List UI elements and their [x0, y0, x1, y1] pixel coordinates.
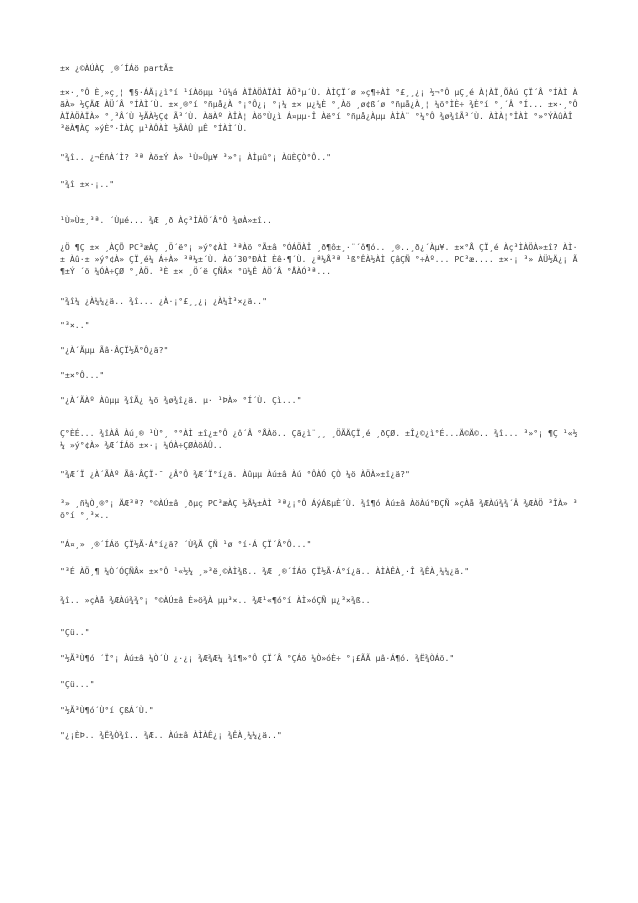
paragraph: "³×.." [60, 320, 90, 331]
paragraph: "Çü..." [60, 679, 95, 690]
paragraph: "¾Æ´Ï ¿À´ÃÀº Ãâ·ÂÇÏ·¯ ¿Â°Ô ¾Æ´Ï°í¿ä. Àûµµ Àú±â Àú °ÔÀÓ ÇÒ ¼ö ÀÖÀ»±î¿ä?" [60, 468, 410, 479]
paragraph: "±×°Ô..." [60, 370, 105, 381]
paragraph: ³» ¸ñ¼Ò¸®°¡ ÄÆ³ª? °©ÀÚ±â ¸ðµç PC³æÀÇ ½Ã¼±ÀÌ ³ª¿¡°Ô ÁýÁßµÈ´Ù. ¾î¶ó Àú±â ÀöÀú°ÐÇÑ »çÀå ¾ÆÀú¾¾´Â ¾ÆÀÖ ³ÎÀ» ³õ°í °¸³×.. [60, 497, 578, 520]
paragraph: ¿Ö ¶Ç ±× ¸ÀÇÕ PC³æÀÇ ¸Ö´ë°¡ »ý°¢ÀÌ ³ªÀö °Ã±â °ÓÁÖÀÎ ¸ð¶ô±¸·¨´ô¶ó.. ¸®..¸ð¿´Àµ¥. ±×°Å ÇÏ¸é Àç³ÌÀÖÀ»±î? ÀÌ·± Àû·± »ý°¢À» ÇÏ¸é¼ Á÷À» ³ª¼±´Ù. Àö´30°ÐÀÌ Èê·¶´Ù. ¿ª¼Å³ª ¹ß°ÊÀ½ÀÌ ÇâÇÑ °÷Àº... PC³æ.... ±×·¡ ³» ÀÜ½Ä¿¡ Ã¶±Ý ´ö ¼ÓÀ÷ÇØ °¸ÀÖ. ³È ±× ¸Ö´ë ÇÑÂ× °ü¼Ê ÀÖ´Â °ÅÀÓ³ª... [60, 241, 578, 276]
paragraph: "Çü.." [60, 627, 90, 638]
paragraph: "¾î.. ¿¬ÉñÀ´Ì? ³ª Àö±Ý À» ¹Ù»Ûµ¥ ³»°¡ ÀÌµû°¡ ÀüÈÇÒ°Ô.." [60, 152, 332, 163]
paragraph: "³É ÀÖ¸¶ ¼Ò´ÓÇÑÂ× ±×°Ô ¹«½¼ ¸»³ë¸©ÀÌ¾ß.. ¾Æ ¸®´ÍÁö ÇÏ½Ã·Á°í¿ä.. ÀÌÀÊÀ¸·Î ¾ÊÀ¸¼¼¿ä." [60, 566, 470, 577]
paragraph: "¾î ±×·¡.." [60, 178, 115, 189]
paragraph: ¹Ù»Ù±¸³ª. ´Ùµé... ¾Æ ¸ð Àç³ÌÀÖ´Â°Ô ¾øÀ»±î.. [60, 214, 272, 225]
document-page [60, 62, 583, 741]
document-title: ±× ¿©ÀÚÀÇ ¸®´ÍÁö partÃ± [60, 63, 174, 73]
paragraph: "¿À´ÃÀº Àûµµ ¾îÃ¿ ¼ö ¾ø¾î¿ä. µ· ¹ÞÀ» °Í´Ù. Çì..." [60, 395, 302, 406]
paragraph: ±×·¸°Ô È¸»ç¸¦ ¶§·ÁÄ¡¿ì°í ¹íÀöµµ ¹ú¼á ÀÏÀÖÀÏÀÌ ÀÖ³µ´Ù. ÀÌÇÏ´ø »ç¶÷ÀÌ °£¸¸¿¡ ½¬°Ô µÇ¸é À¦ÀÏ¸ÕÀú ÇÏ´Â °ÍÀÌ ÀãÀ» ½ÇÄÆ ÀÜ´Â °ÍÀÌ´Ù. ±×¸®°í °ñµå¿À °¡°Ô¿¡ °¡¼ ±× µ¿¼È °¸Àö ¸ø¢ß´ø °ñµå¿À¸¦ ¼ö°ÌÈ÷ ¾È°í °¸´Â °Í... ±×·¸°Ô ÀÏÀÖÀÏÀ» °¸³Â´Ù ½ÃÀ½Ç¢ Ã³´Ù. ÀäÀº ÀÎÀ¦ Àö°Ù¿ì Á¤µµ·Î Àë°í °ñµå¿Àµµ ÀÌÀ¨ °¼°Ô ¾ø¾îÃ³´Ù. ÀÌÀ¦°ÎÀÌ °»°ÝÀûÀÎ ³ëÀ¶ÀÇ »ýÈ°·ÌÀÇ µ¹ÀÔÀÌ ½ÃÀÛ µÊ °ÍÀÌ´Ù. [60, 87, 583, 134]
paragraph: ¾î.. »çÀå ¾ÆÀú¾¾°¡ °©ÀÚ±â È»ö¾À µµ³×.. ¾Æ¹«¶ó°í ÀÌ»óÇÑ µ¿³×¾ß.. [60, 595, 371, 606]
paragraph: "¿À´Ãµµ Ãâ·ÂÇÏ½Ã°Ô¿ä?" [60, 345, 169, 356]
paragraph: "¿¡ÈÞ.. ¾Ë¾Ò¾î.. ¾Æ.. Àú±â ÀÌÀÊ¿¡ ¾ÊÀ¸¼¼¿ä.." [60, 729, 282, 740]
paragraph: "Á¤¸» ¸®´ÍÁö ÇÏ½Ã·Á°í¿ä? ´Ù¾Ã ÇÑ ¹ø °í·Á ÇÏ´Â°Ô..." [60, 538, 312, 549]
paragraph: Ç°ÈÉ... ¾îÀÂ Àú¸® ¹Ù°¸ °°ÀÌ ±î¿±°Ô ¿ô´Â °ÅÀö.. Çã¿ì¨¸¸ ¸ÖÃÄÇÏ¸é ¸ðÇØ. ±Î¿©¿ì°É...Ä©Ä©.. ¾î... ³»°¡ ¶Ç ¹«½¼ »ý°¢À» ¾Æ´ÍÁö ±×·¡ ¼ÓÀ÷ÇØÀöÀÛ.. [60, 427, 578, 450]
paragraph: "¾î¼ ¿À¼¼¿ä.. ¾î... ¿À·¡°£¸¸¿¡ ¿À¼Ì³×¿ä.." [60, 296, 268, 307]
paragraph: "½Ã³Ù¶ó ´Ï°¡ Àú±â ¼Ò´Ù ¿·¿¡ ¾Æ¾Æ¼ ¾î¶»°Ô ÇÏ´Â °ÇÁö ¼Ò»óÈ÷ °¡£ÃÃ µâ·Á¶ó. ¾Ë¾ÒÁö." [60, 653, 455, 664]
paragraph: "½Ã³Ù¶ó´Ù°í ÇßÁ´Ù." [60, 704, 154, 715]
